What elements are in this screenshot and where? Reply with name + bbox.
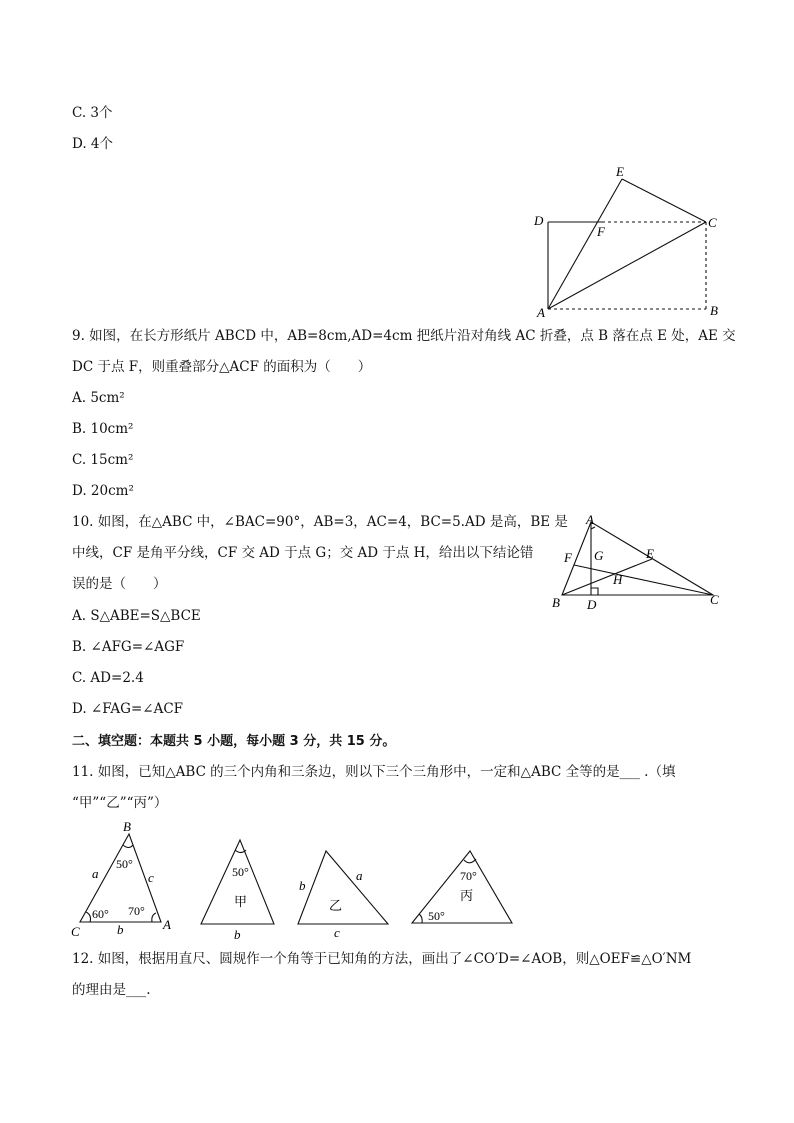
q11-bing-angle-top: 70° <box>460 869 477 883</box>
q10-option-d: D. ∠FAG=∠ACF <box>72 701 184 717</box>
q10-label-a: A <box>586 512 594 527</box>
q11-yi-name: 乙 <box>329 898 343 913</box>
q9-stem-line1: 9. 如图，在长方形纸片 ABCD 中，AB=8cm,AD=4cm 把纸片沿对角线 AC 折叠，点 B 落在点 E 处，AE 交 <box>72 328 736 344</box>
section-heading-fill-blank: 二、填空题：本题共 5 小题，每小题 3 分，共 15 分。 <box>72 734 396 749</box>
q10-label-f: F <box>564 550 572 565</box>
q10-stem-line1: 10. 如图，在△ABC 中，∠BAC=90°，AB=3，AC=4，BC=5.AD 是高，BE 是 <box>72 514 568 530</box>
q11-yi-side-right: a <box>356 868 363 883</box>
q11-abc-vertex-b: B <box>123 819 131 834</box>
q11-bing-name: 丙 <box>460 888 474 903</box>
q9-label-e: E <box>616 164 624 179</box>
q11-triangle-yi <box>294 848 394 938</box>
q11-abc-side-a: a <box>92 866 99 881</box>
q11-abc-angle-b: 50° <box>116 857 133 871</box>
q11-stem-line1: 11. 如图，已知△ABC 的三个内角和三条边，则以下三个三角形中，一定和△ABC 全等的是___ .（填 <box>72 764 676 780</box>
q11-triangle-jia <box>198 836 283 944</box>
q9-option-a: A. 5cm² <box>72 390 125 406</box>
q10-stem-line3: 误的是（ ） <box>72 576 167 592</box>
q9-figure <box>530 165 730 325</box>
q11-bing-angle-left: 50° <box>428 909 445 923</box>
q12-stem-line1: 12. 如图，根据用直尺、圆规作一个角等于已知角的方法，画出了∠CO′D=∠AOB，则△OEF≌△O′NM <box>72 951 692 967</box>
q10-label-b: B <box>552 595 560 610</box>
q11-jia-name: 甲 <box>234 894 248 909</box>
q11-abc-angle-c: 60° <box>92 907 109 921</box>
q10-stem-line2: 中线，CF 是角平分线，CF 交 AD 于点 G；交 AD 于点 H，给出以下结论错 <box>72 545 534 561</box>
q11-yi-side-left: b <box>299 878 306 893</box>
q8-option-c: C. 3个 <box>72 105 113 121</box>
q9-option-b: B. 10cm² <box>72 421 134 437</box>
q10-label-g: G <box>594 548 604 563</box>
q9-label-a: A <box>537 305 545 320</box>
q12-stem-line2: 的理由是___. <box>72 982 151 998</box>
q11-jia-angle: 50° <box>232 865 249 879</box>
q11-jia-side-b: b <box>234 927 241 942</box>
q11-stem-line2: “甲”“乙”“丙”） <box>72 795 168 811</box>
q10-label-c: C <box>710 592 719 607</box>
q11-abc-side-b: b <box>117 922 124 937</box>
q10-label-e: E <box>646 546 654 561</box>
q10-option-c: C. AD=2.4 <box>72 670 144 686</box>
q11-triangle-abc <box>68 818 183 940</box>
q11-abc-vertex-c: C <box>71 924 80 939</box>
q9-label-d: D <box>534 213 544 228</box>
q10-label-d: D <box>587 597 597 612</box>
q9-option-d: D. 20cm² <box>72 483 134 499</box>
q10-label-h: H <box>613 572 623 587</box>
q10-figure <box>548 512 728 617</box>
q8-option-d: D. 4个 <box>72 136 114 152</box>
q10-option-a: A. S△ABE=S△BCE <box>72 608 201 624</box>
q9-label-f: F <box>597 224 605 239</box>
q9-stem-line2: DC 于点 F，则重叠部分△ACF 的面积为（ ） <box>72 359 372 375</box>
q11-abc-angle-a: 70° <box>128 904 145 918</box>
q11-triangle-bing <box>408 848 518 928</box>
q9-option-c: C. 15cm² <box>72 452 134 468</box>
q11-abc-vertex-a: A <box>163 917 171 932</box>
q11-abc-side-c: c <box>148 870 154 885</box>
q10-option-b: B. ∠AFG=∠AGF <box>72 639 185 655</box>
q11-yi-side-bottom: c <box>334 925 340 940</box>
q9-label-c: C <box>708 215 717 230</box>
q9-label-b: B <box>710 303 718 318</box>
